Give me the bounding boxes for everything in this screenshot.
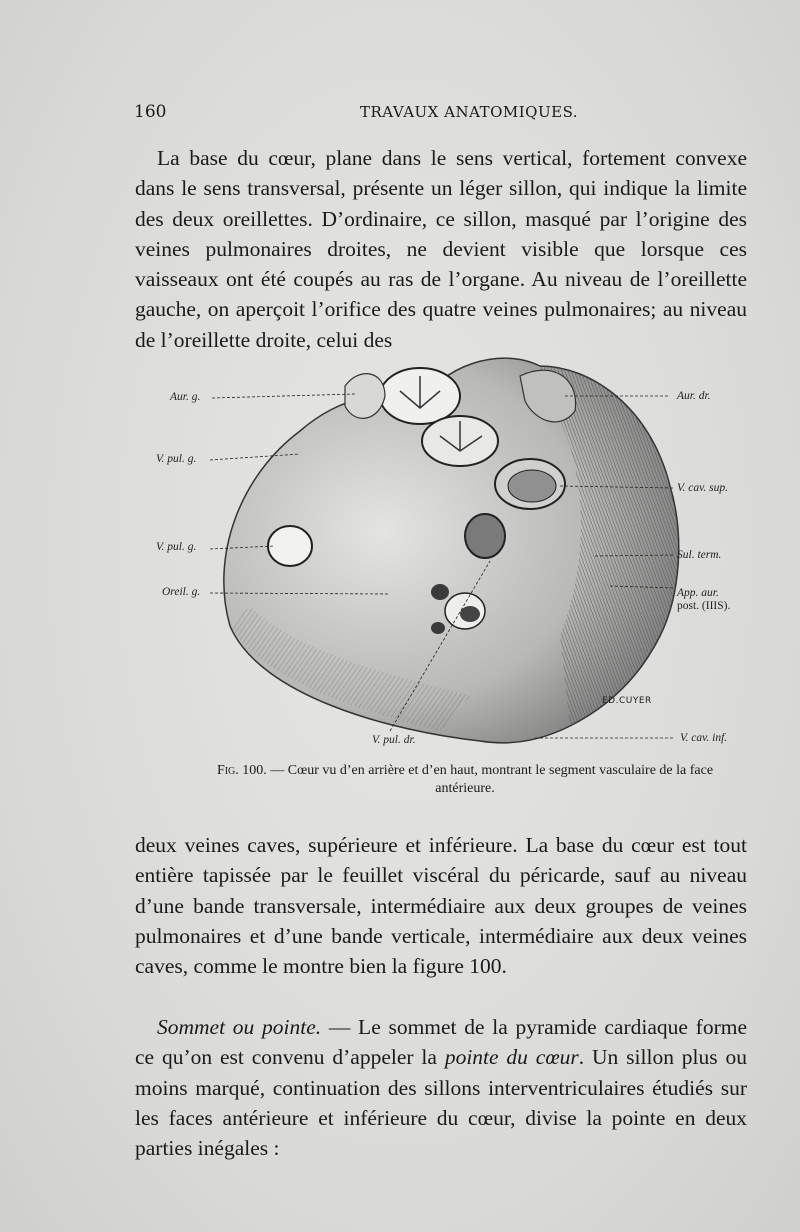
label-v-cav-inf: V. cav. inf. bbox=[680, 732, 728, 744]
paragraph-sommet-ou-pointe bbox=[135, 1012, 747, 1163]
label-app-aur: App. aur. bbox=[677, 587, 719, 599]
paragraph-text: deux veines caves, supérieure et inférieure. La base du cœur est tout entière tapissée par le feuillet viscéral du péricarde, sauf au niveau d’une bande transversale, intermédiaire aux deux groupes de veines pulmonaires et d’une bande verticale, intermédiaire aux deux veines caves, comme le montre bien la figure 100. bbox=[135, 833, 747, 979]
figure-number: Fig. 100. bbox=[216, 763, 267, 778]
text-run: — Le sommet de la pyramide cardiaque forme ce qu’on est convenu d’appeler la bbox=[135, 1015, 747, 1070]
figure-heart-illustration bbox=[140, 336, 750, 756]
pulmonary-vein-left bbox=[268, 526, 312, 566]
figure-caption bbox=[200, 762, 730, 798]
paragraph-text bbox=[135, 1012, 747, 1163]
running-title: TRAVAUX ANATOMIQUES. bbox=[360, 103, 579, 121]
label-v-cav-sup: V. cav. sup. bbox=[677, 482, 728, 494]
paragraph-veines-caves bbox=[135, 830, 747, 981]
label-aur-g: Aur. g. bbox=[170, 391, 201, 403]
caption-text: — Cœur vu d’en arrière et d’en haut, montrant le segment vasculaire de la face antérieure. bbox=[266, 763, 714, 796]
label-sul-term: Sul. term. bbox=[677, 549, 722, 561]
text-run: . Un sillon plus ou moins marqué, continuation des sillons interventriculaires étudiés sur les faces antérieure et inférieure du cœur, divise la pointe en deux parties inégales : bbox=[135, 1045, 747, 1161]
heart-engraving bbox=[140, 336, 750, 756]
label-oreil-g: Oreil. g. bbox=[162, 586, 201, 598]
label-v-pul-g-upper: V. pul. g. bbox=[156, 453, 197, 465]
page-number: 160 bbox=[134, 102, 167, 122]
label-v-pul-g-lower: V. pul. g. bbox=[156, 541, 197, 553]
section-heading: Sommet ou pointe. bbox=[157, 1015, 322, 1039]
running-head bbox=[120, 102, 740, 126]
pulmonary-vein-right bbox=[465, 514, 505, 558]
emphasis: pointe du cœur bbox=[444, 1045, 579, 1070]
label-v-pul-dr: V. pul. dr. bbox=[372, 734, 416, 746]
paragraph-base-du-coeur bbox=[135, 143, 747, 355]
label-aur-dr: Aur. dr. bbox=[677, 390, 711, 402]
paragraph-text: La base du cœur, plane dans le sens vertical, fortement convexe dans le sens transversal, présente un léger sillon, qui indique la limite des deux oreillettes. D’ordinaire, ce sillon, masqué par l’origine des veines pulmonaires droites, ne devient visible que lorsque ces vaisseaux ont été coupés au ras de l’organe. Au niveau de l’oreillette gauche, on aperçoit l’orifice des quatre veines pulmonaires; au niveau de l’oreillette droite, celui des bbox=[135, 146, 747, 352]
label-app-aur-post: post. (IIIS). bbox=[677, 600, 731, 612]
engraver-signature: ED.CUYER bbox=[602, 696, 652, 706]
